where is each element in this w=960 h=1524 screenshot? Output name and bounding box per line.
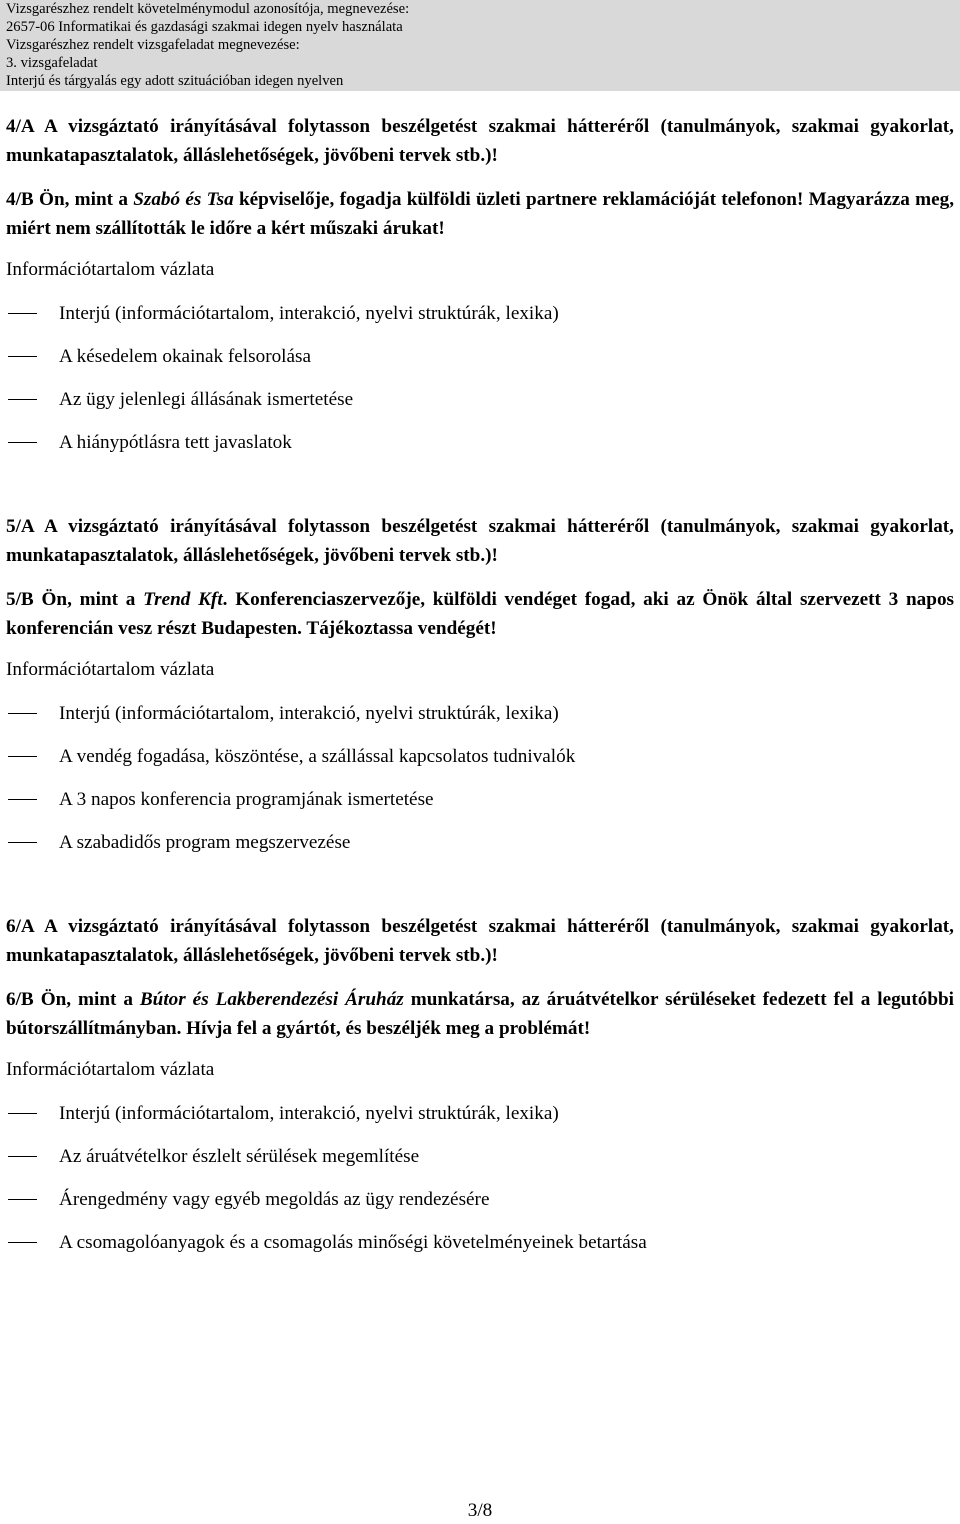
list-item — [6, 785, 954, 828]
list-item — [6, 428, 954, 471]
task-section — [6, 912, 954, 1271]
task-label: 6/B — [6, 989, 34, 1010]
header-line: 2657-06 Informatikai és gazdasági szakmai idegen nyelv használata — [6, 19, 403, 35]
dash-bullet-icon — [8, 356, 37, 357]
dash-bullet-icon — [8, 799, 37, 800]
list-item-text: A 3 napos konferencia programjának ismertetése — [59, 789, 434, 810]
list-item — [6, 342, 954, 385]
list-item — [6, 828, 954, 871]
outline-title: Információtartalom vázlata — [6, 259, 215, 280]
header-line: 3. vizsgafeladat — [6, 55, 98, 71]
dash-bullet-icon — [8, 1113, 37, 1114]
task-section — [6, 112, 954, 471]
task-label: 4/B — [6, 189, 34, 210]
dash-bullet-icon — [8, 442, 37, 443]
page-number: 3/8 — [467, 1500, 493, 1521]
task-text: A vizsgáztató irányításával folytasson beszélgetést szakmai hátteréről (tanulmányok, szakmai gyakorlat, munkatapasztalatok, álláslehetőségek, jövőbeni tervek stb.)! — [6, 916, 954, 966]
task-b — [6, 185, 954, 243]
outline-list — [6, 699, 954, 871]
dash-bullet-icon — [8, 713, 37, 714]
header-line: Interjú és tárgyalás egy adott szituációban idegen nyelven — [6, 73, 344, 89]
task-text-italic: Trend Kft — [143, 589, 223, 610]
task-text-post: képviselője, fogadja külföldi üzleti partnere reklamációját telefonon! Magyarázza meg, miért nem szállították le időre a kért műszaki árukat! — [6, 189, 955, 239]
header-line: Vizsgarészhez rendelt követelménymodul azonosítója, megnevezése: — [6, 1, 410, 17]
list-item — [6, 1185, 954, 1228]
list-item-text: A csomagolóanyagok és a csomagolás minőségi követelményeinek betartása — [59, 1232, 647, 1253]
task-a — [6, 512, 954, 570]
task-label: 5/A — [6, 516, 34, 537]
list-item-text: A hiánypótlásra tett javaslatok — [59, 432, 292, 453]
task-text-italic: Bútor és Lakberendezési Áruház — [139, 989, 404, 1010]
outline-title: Információtartalom vázlata — [6, 1059, 215, 1080]
task-text-pre: Ön, mint a — [41, 589, 144, 610]
task-a — [6, 912, 954, 970]
page-header — [0, 0, 960, 91]
list-item — [6, 1142, 954, 1185]
dash-bullet-icon — [8, 1199, 37, 1200]
dash-bullet-icon — [8, 313, 37, 314]
task-a — [6, 112, 954, 170]
task-label: 6/A — [6, 916, 34, 937]
list-item-text: Interjú (információtartalom, interakció, nyelvi struktúrák, lexika) — [59, 1103, 559, 1124]
task-text: A vizsgáztató irányításával folytasson beszélgetést szakmai hátteréről (tanulmányok, szakmai gyakorlat, munkatapasztalatok, álláslehetőségek, jövőbeni tervek stb.)! — [6, 116, 954, 166]
list-item-text: Az áruátvételkor észlelt sérülések megemlítése — [59, 1146, 420, 1167]
list-item-text: A szabadidős program megszervezése — [59, 832, 351, 853]
list-item-text: Interjú (információtartalom, interakció, nyelvi struktúrák, lexika) — [59, 303, 559, 324]
dash-bullet-icon — [8, 1242, 37, 1243]
list-item — [6, 385, 954, 428]
task-text: A vizsgáztató irányításával folytasson beszélgetést szakmai hátteréről (tanulmányok, szakmai gyakorlat, munkatapasztalatok, álláslehetőségek, jövőbeni tervek stb.)! — [6, 516, 954, 566]
list-item — [6, 1099, 954, 1142]
outline-list — [6, 1099, 954, 1271]
outline-title: Információtartalom vázlata — [6, 659, 215, 680]
task-label: 5/B — [6, 589, 34, 610]
dash-bullet-icon — [8, 399, 37, 400]
task-label: 4/A — [6, 116, 34, 137]
list-item — [6, 699, 954, 742]
task-text-post: . Konferenciaszervezője, külföldi vendéget fogad, aki az Önök által szervezett 3 napos konferencián vesz részt Budapesten. Tájékoztassa vendégét! — [6, 589, 954, 639]
list-item-text: Interjú (információtartalom, interakció, nyelvi struktúrák, lexika) — [59, 703, 559, 724]
list-item-text: Az ügy jelenlegi állásának ismertetése — [59, 389, 354, 410]
task-section — [6, 512, 954, 871]
header-line: Vizsgarészhez rendelt vizsgafeladat megnevezése: — [6, 37, 300, 53]
dash-bullet-icon — [8, 842, 37, 843]
list-item — [6, 299, 954, 342]
list-item-text: A vendég fogadása, köszöntése, a szállással kapcsolatos tudnivalók — [59, 746, 576, 767]
page-content — [6, 112, 954, 1271]
dash-bullet-icon — [8, 756, 37, 757]
task-b — [6, 585, 954, 643]
task-text-pre: Ön, mint a — [40, 989, 140, 1010]
task-text-pre: Ön, mint a — [39, 189, 134, 210]
list-item — [6, 742, 954, 785]
outline-list — [6, 299, 954, 471]
list-item-text: Árengedmény vagy egyéb megoldás az ügy rendezésére — [59, 1189, 490, 1210]
list-item — [6, 1228, 954, 1271]
task-b — [6, 985, 954, 1043]
task-text-italic: Szabó és Tsa — [133, 189, 234, 210]
dash-bullet-icon — [8, 1156, 37, 1157]
list-item-text: A késedelem okainak felsorolása — [59, 346, 312, 367]
task-text-post: munkatársa, az áruátvételkor sérüléseket fedezett fel a legutóbbi bútorszállítmányban. Hívja fel a gyártót, és beszéljék meg a problémát! — [6, 989, 955, 1039]
